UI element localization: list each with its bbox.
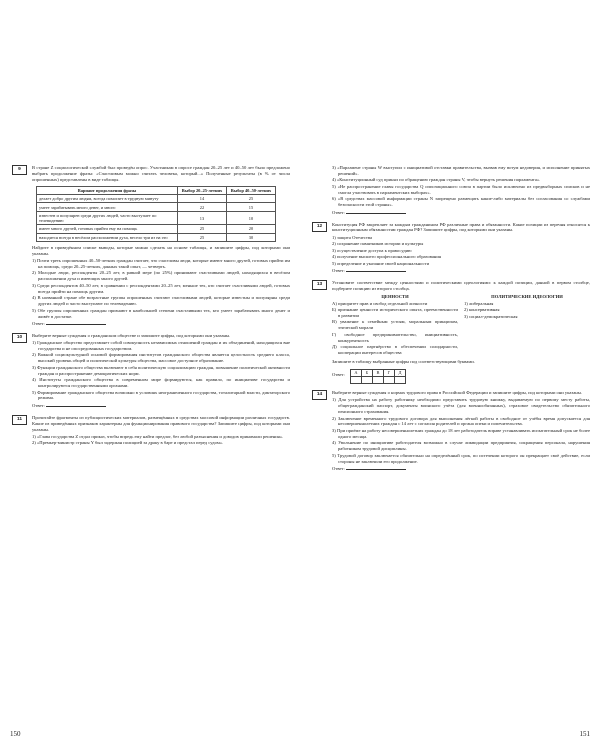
- right-page: [312, 165, 590, 478]
- table-cell: умеет зарабатывать много денег, и много: [37, 203, 178, 211]
- list-item: 5) Обе группы опрошенных граждан признают в наибольшей степени счастливыми тех, кто умеет зарабатывать много денег и живёт в достатке.: [32, 307, 290, 319]
- task-11-continued: [312, 165, 590, 216]
- list-item: 1) Почти треть опрошенных 40–50-летних граждан считает, что счастливы люди, которые имеют много друзей, готовых прийти им на помощь, среди 20–25-летних, данных такой опыт, — четверть.: [32, 257, 290, 269]
- list-item: 2) «Премьер-министр страны Y был задержан полицией за драку в баре и предстал перед судом».: [32, 440, 224, 446]
- answer-line: [332, 366, 590, 384]
- task-13: [312, 280, 590, 384]
- grid-answer-cell[interactable]: [350, 377, 361, 384]
- answer-label: Ответ:: [332, 209, 345, 215]
- table-cell: делает добро другим людям, всегда помогает в трудную минуту: [37, 195, 178, 203]
- list-item: Б) признание ценности исторического опыта, преемственности в развитии: [332, 307, 458, 318]
- answer-field[interactable]: [46, 403, 106, 407]
- table-row: [350, 370, 405, 377]
- answer-line: [32, 403, 290, 409]
- list-item: 2) сохранение памятников истории и культуры: [332, 241, 424, 247]
- list-item: В) уважение к семейным устоям, моральным принципам, этической морали: [332, 319, 458, 331]
- ideologies-column: [464, 294, 590, 357]
- list-item: 1) защита Отечества: [332, 234, 372, 240]
- task-11: [12, 415, 290, 446]
- table-cell: 10: [227, 211, 276, 224]
- list-item: 1) либеральная: [464, 300, 494, 306]
- task-number: 12: [312, 222, 327, 232]
- task-instruction: Найдите в приведённом списке выводы, которые можно сделать на основе таблицы, и запишите цифры, под которыми они указаны.: [32, 244, 290, 256]
- answer-field[interactable]: [346, 466, 406, 470]
- table-row: [37, 203, 276, 211]
- task-12: [312, 222, 590, 274]
- list-item: 1) Для устройства на работу работнику необходимо представить трудовую книжку, выдаваемую по первому месту работы, общегражданский паспорт, документы воинского учёта (для военнообязанных), страховое свидетельство обязательного пенсионного страхования.: [332, 397, 590, 414]
- column-heading: ЦЕННОСТИ: [381, 293, 409, 299]
- list-item: 3) «Парламент страны W выступил с инициативой отставки правительства, вызвав ему вотум недоверия, и исполнение принятых решений».: [332, 165, 590, 176]
- table-cell: известен и популярен среди других людей, часто выступает по телевидению: [37, 211, 178, 224]
- list-item: 3) социал-демократическая: [464, 313, 518, 319]
- table-row: [350, 377, 405, 384]
- answer-label: Ответ:: [32, 402, 45, 408]
- task-number: 13: [312, 280, 327, 290]
- table-cell: 14: [178, 195, 227, 203]
- table-header-cell: Выбор 20–25-летних: [178, 186, 227, 194]
- page-number-right: 151: [579, 730, 590, 738]
- task-intro: Прочитайте фрагменты из публицистических материалов, размещённых в средствах массовой информации различных государств. Какие из приведённых признаков характерны для функционирования правового государства? Запишите цифры, под которыми они указаны.: [32, 414, 290, 432]
- grid-answer-cell[interactable]: [394, 377, 405, 384]
- page-number-left: 150: [10, 730, 21, 738]
- task-intro: В стране Z социологической службой был проведён опрос. Участникам в опросе граждан 20–25 лет и 40–50 лет было предложено выбрать продолжение фразы: «Счастливым можно считать человека, который...» Полученные результаты (в % от числа опрошенных) представлены в виде таблицы.: [32, 165, 290, 182]
- list-item: Г) свободное предпринимательство, инициативность, конкурентность: [332, 331, 458, 343]
- task-intro: Установите соответствие между ценностями и политическими идеологиями: к каждой позиции, данной в первом столбце, подберите позицию из второго столбца.: [332, 279, 590, 291]
- list-item: Д) социальное партнёрство в обеспечении солидарности, кооперации интересов общества: [332, 344, 458, 356]
- answer-label: Ответ:: [332, 372, 345, 378]
- task-9: [12, 165, 290, 327]
- list-item: 3) Функции гражданского общества включают в себя политическую социализацию граждан, повышение политической активности граждан и распространение демократических норм.: [32, 364, 290, 376]
- task-number: 10: [12, 333, 27, 343]
- list-item: 5) «Не распространение главы государства Q оппозиционного союза в партии было исключено из предвыборных списков и не смогла участвовать в парламентских выборах».: [332, 183, 590, 195]
- list-item: 3) При приёме на работу несовершеннолетних граждан до 18 лет работодатель вправе устанавливать испытательный срок не более одного месяца.: [332, 427, 590, 439]
- answer-line: [332, 268, 590, 274]
- table-header-row: [37, 186, 276, 194]
- task-14: [312, 390, 590, 472]
- grid-answer-cell[interactable]: [361, 377, 372, 384]
- answer-label: Ответ:: [332, 267, 345, 273]
- left-page: [12, 165, 290, 452]
- list-item: 5) Формирование гражданского общества возможно в условиях неограниченного государства, тоталитарной власти, диктаторского режима.: [32, 389, 290, 401]
- task-intro: Выберите верные суждения о гражданском обществе и запишите цифры, под которыми они указаны.: [32, 332, 231, 338]
- task-number: 14: [312, 390, 327, 400]
- list-item: 5) определение и указание своей национальности: [332, 260, 430, 266]
- list-item: 4) «Конституционный суд принял по обращению граждан страны V, чтобы вернуть решения парламента».: [332, 177, 541, 183]
- survey-table: [36, 186, 276, 242]
- answer-field[interactable]: [346, 210, 406, 214]
- grid-letter: Д: [394, 370, 405, 377]
- answer-line: [332, 466, 590, 472]
- table-cell: 25: [227, 195, 276, 203]
- grid-letter: В: [372, 370, 383, 377]
- answer-field[interactable]: [46, 321, 106, 325]
- grid-letter: А: [350, 370, 361, 377]
- task-number: 9: [12, 165, 27, 175]
- table-cell: 22: [178, 203, 227, 211]
- list-item: 2) Молодые люди, респонденты 20–25 лет, в равной мере (по 25%) принимают счастливыми людей, находящихся в весёлом расположении духа и имеющих много друзей.: [32, 270, 290, 282]
- list-item: 4) Увольнение по инициативе работодателя возможно в случае ликвидации предприятия, сокращения персонала, нарушения работником трудовой дисциплины.: [332, 440, 590, 452]
- record-instruction: Запишите в таблицу выбранные цифры под соответствующими буквами.: [332, 358, 475, 364]
- task-intro: Конституция РФ закрепляет за каждым гражданином РФ различные права и обязанности. Какие позиции из перечня относятся к конституционным обязанностям граждан РФ? Запишите цифры, под которыми они указаны.: [332, 221, 590, 233]
- table-header-cell: Выбор 40–50-летних: [227, 186, 276, 194]
- table-row: [37, 225, 276, 233]
- list-item: 2) Заключение временного трудового договора для выполнения лёгкой работы в свободное от учёбы время допускается для несовершеннолетних граждан с 14 лет с согласия родителей и органа опеки и попечительства.: [332, 415, 590, 427]
- list-item: А) приоритет прав и свобод отдельной личности: [332, 300, 428, 306]
- list-item: 3) Среди респондентов 40–50 лет, в сравнении с респондентами 20–25 лет, меньше тех, кто считает счастливыми людей, готовых всегда прийти на помощь другим.: [32, 282, 290, 294]
- matching-columns: [332, 294, 590, 357]
- list-item: 4) получение высшего профессионального образования: [332, 254, 441, 260]
- list-item: 1) «Глава государства Z отдал приказ, чтобы впредь ему найти предлог, без любой разъяснения и доводов принимали решения».: [32, 433, 284, 439]
- answer-line: [32, 321, 290, 327]
- list-item: 2) консервативная: [464, 307, 500, 313]
- column-heading: ПОЛИТИЧЕСКИЕ ИДЕОЛОГИИ: [491, 293, 563, 299]
- table-cell: находится всегда в весёлом расположении духа, весело три из на это: [37, 233, 178, 241]
- answer-line: [332, 210, 590, 216]
- list-item: 3) осуществление доступа к правосудию: [332, 247, 412, 253]
- task-intro: Выберите верные суждения о нормах трудового права в Российской Федерации и запишите цифры, под которыми они указаны.: [332, 390, 582, 396]
- table-cell: 25: [178, 233, 227, 241]
- list-item: 2) Важной социокультурной основой формирования институтов гражданского общества является целостность среднего класса, высокий уровень общей и политической культуры общества, массовое доступное образование.: [32, 352, 290, 364]
- table-cell: 25: [178, 225, 227, 233]
- table-cell: имеет много друзей, готовых прийти ему на помощь: [37, 225, 178, 233]
- list-item: 4) Институты гражданского общества в современном мире формируются, как правило, по инициативе государства и контролируются государственными органами.: [32, 377, 290, 389]
- table-cell: 30: [227, 233, 276, 241]
- answer-field[interactable]: [346, 268, 406, 272]
- table-cell: 13: [178, 211, 227, 224]
- table-cell: 15: [227, 203, 276, 211]
- table-row: [37, 233, 276, 241]
- answer-label: Ответ:: [332, 466, 345, 472]
- grid-answer-cell[interactable]: [372, 377, 383, 384]
- answer-label: Ответ:: [32, 320, 45, 326]
- answer-grid: [350, 369, 406, 384]
- table-row: [37, 195, 276, 203]
- grid-letter: Б: [361, 370, 372, 377]
- grid-letter: Г: [383, 370, 394, 377]
- grid-answer-cell[interactable]: [383, 377, 394, 384]
- list-item: 4) В названной стране обе возрастные группы опрошенных считают счастливыми людей, которые известны и популярны среди других людей и часто выступают по телевидению.: [32, 295, 290, 307]
- list-item: 1) Гражданское общество представляет собой совокупность независимых отношений граждан и их объединений, находящихся вне государства и не опосредованных государством.: [32, 339, 290, 351]
- table-cell: 20: [227, 225, 276, 233]
- task-number: 11: [12, 415, 27, 425]
- table-row: [37, 211, 276, 224]
- list-item: 5) Трудовой договор заключается обязательно на определённый срок, по истечении которого он прекращает своё действие, если стороны не заключили его продолжение.: [332, 452, 590, 464]
- table-header-cell: Вариант продолжения фразы: [37, 186, 178, 194]
- list-item: 6) «В средствах массовой информации страны N запрещено размещать какие-либо материалы без согласования со службами безопасности этой страны».: [332, 196, 590, 208]
- task-10: [12, 333, 290, 409]
- values-column: [332, 294, 458, 357]
